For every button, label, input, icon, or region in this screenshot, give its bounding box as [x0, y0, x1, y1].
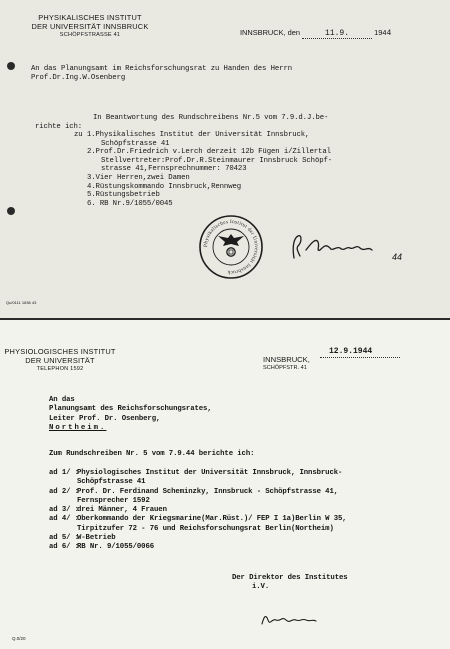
institute-stamp — [198, 214, 264, 280]
list-item: zu 1.Physikalisches Institut der Universität Innsbruck, — [74, 131, 310, 139]
dateline — [240, 28, 391, 39]
punch-hole — [7, 62, 15, 70]
signature-mark — [286, 232, 392, 264]
address-line: Prof.Dr.Ing.W.Osenberg — [31, 73, 126, 82]
list-item: ad 6/ :RB Nr. 9/1055/0066 — [49, 543, 155, 552]
address-block — [49, 396, 212, 433]
year-digit: 4 — [386, 29, 392, 38]
year: 194 — [374, 28, 387, 37]
form-number: Qu/0111 1836 43 — [6, 300, 37, 305]
address-line: An das — [49, 396, 75, 404]
list-item: Tirpitzufer 72 - 76 und Reichsforschungsrat Berlin(Northeim) — [77, 524, 334, 533]
svg-text:Physikalisches Institut der Un — [203, 219, 259, 275]
signature-name — [262, 608, 266, 609]
address-block — [31, 65, 292, 82]
institute-line: PHYSIOLOGISCHES INSTITUT — [4, 347, 116, 356]
list-item: 6. RB Nr.9/1055/0045 — [87, 199, 173, 208]
intro-line: richte ich: — [35, 122, 83, 131]
list-item: ad 2/ :Prof. Dr. Ferdinand Scheminzky, Innsbruck - Schöpfstrasse 41, — [49, 487, 339, 496]
dateline — [263, 356, 310, 372]
list-item: ad 3/ :drei Männer, 4 Frauen — [49, 506, 167, 515]
intro-paragraph — [31, 114, 328, 131]
address-line: Northeim. — [49, 423, 107, 432]
institute-line: DER UNIVERSITÄT INNSBRUCK — [31, 21, 149, 31]
form-number: Q.0/20 — [12, 636, 26, 641]
list-item: 2.Prof.Dr.Friedrich v.Lerch derzeit 12b Fügen i/Zillertal — [87, 148, 331, 157]
punch-hole — [7, 207, 15, 215]
list-item: 4.Rüstungskommando Innsbruck,Rennweg — [87, 182, 242, 191]
institute-line: DER UNIVERSITÄT — [25, 355, 95, 365]
list-item: Fernsprecher 1592 — [77, 496, 150, 505]
subject-line: Zum Rundschreiben Nr. 5 vom 7.9.44 berichte ich: — [49, 450, 255, 458]
date-value: 12.9.1944 — [329, 347, 373, 356]
letterhead — [0, 348, 120, 374]
date-rule — [320, 357, 400, 358]
signature-mark — [258, 610, 328, 630]
list-item: ad 1/ :Physiologisches Institut der Universität Innsbruck, Innsbruck- — [49, 469, 343, 477]
list-item: 5.Rüstungsbetrieb — [87, 191, 160, 200]
letterhead — [20, 14, 160, 40]
item-list — [49, 469, 347, 553]
city: INNSBRUCK, — [263, 355, 310, 364]
closing-line: Der Direktor des Institutes — [232, 574, 348, 582]
address-line: Planungsamt des Reichsforschungsrates, — [49, 405, 212, 414]
place: INNSBRUCK, den — [240, 28, 300, 37]
institute-line: PHYSIKALISCHES INSTITUT — [38, 13, 142, 22]
list-item: ad 5/ :W-Betrieb — [49, 534, 116, 543]
eagle-emblem-icon — [218, 234, 244, 256]
item-list — [74, 131, 332, 208]
address-line: An das Planungsamt im Reichsforschungsrat zu Handen des Herrn — [31, 65, 293, 73]
list-item: 3.Vier Herren,zwei Damen — [87, 173, 190, 182]
signature-year: 44 — [392, 252, 403, 262]
date-value: 11.9. — [302, 28, 372, 39]
closing-block — [232, 574, 348, 593]
stamp-text: Physikalisches Institut der Universität Innsbruck — [202, 218, 260, 276]
address-line: Leiter Prof. Dr. Osenberg, — [49, 414, 161, 423]
intro-line: In Beantwortung des Rundschreibens Nr.5 vom 7.9.d.J.be- — [93, 114, 329, 122]
institute-telephone: TELEPHON 1592 — [36, 366, 84, 373]
signature-name — [290, 226, 298, 227]
list-item: ad 4/ :Oberkommando der Kriegsmarine(Mar.Rüst.)/ FEP I 1a)Berlin W 35, — [49, 515, 347, 524]
list-item: strasse 41,Fernsprechnummer: 70423 — [101, 165, 247, 174]
street: SCHÖPFSTR. 41 — [263, 365, 307, 371]
list-item: Schöpfstrasse 41 — [101, 139, 170, 148]
closing-line: i.V. — [252, 583, 270, 592]
list-item: Stellvertreter:Prof.Dr.R.Steinmaurer Innsbruck Schöpf- — [101, 156, 333, 165]
letter-physikalisches-institut — [0, 0, 450, 318]
institute-street: SCHÖPFSTRASSE 41 — [59, 32, 121, 39]
list-item: Schöpfstrasse 41 — [77, 478, 146, 487]
letter-physiologisches-institut — [0, 320, 450, 649]
